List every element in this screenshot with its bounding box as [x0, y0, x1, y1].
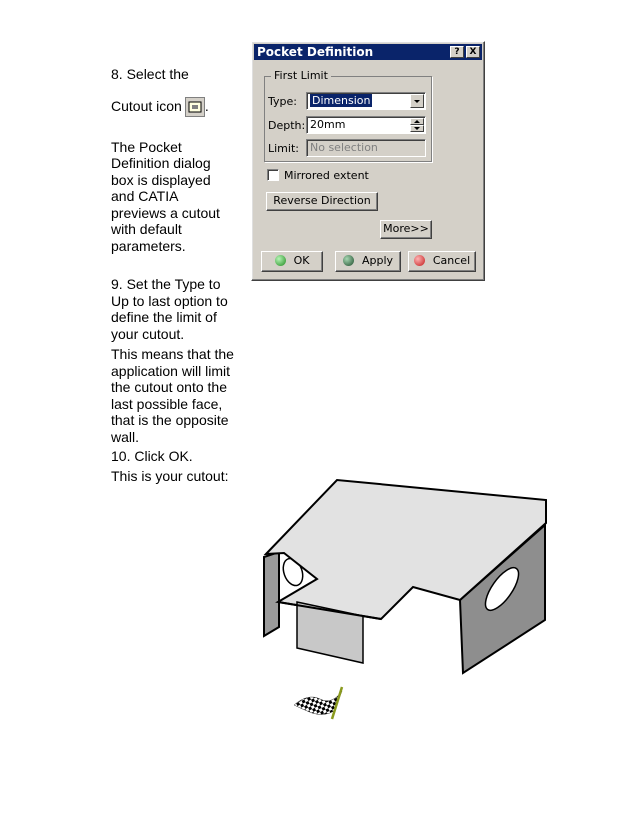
ok-button[interactable] [261, 251, 323, 272]
dialog-title: Pocket Definition [257, 45, 374, 59]
step10-note: This is your cutout: [111, 467, 229, 484]
step10-instruction: 10. Click OK. [111, 448, 193, 464]
step9-instruction: 9. Set the Type to Up to last option to define the limit of your cutout. [111, 276, 228, 342]
ok-label: OK [293, 254, 310, 267]
type-label: Type: [268, 95, 297, 108]
cancel-icon [414, 255, 425, 266]
apply-icon [343, 255, 354, 266]
help-button[interactable]: ? [450, 46, 464, 58]
depth-value: 20mm [310, 118, 346, 131]
depth-spinner[interactable] [410, 118, 424, 132]
depth-label: Depth: [268, 119, 306, 132]
cancel-button[interactable] [408, 251, 476, 272]
cutout-icon[interactable] [185, 97, 205, 117]
reverse-direction-button[interactable]: Reverse Direction [266, 192, 378, 211]
cutout-part-figure [255, 475, 555, 685]
pocket-definition-dialog [251, 41, 485, 281]
apply-label: Apply [361, 254, 394, 267]
type-value: Dimension [312, 94, 371, 107]
mirrored-extent-label: Mirrored extent [284, 169, 369, 182]
more-button[interactable]: More>> [380, 220, 432, 239]
spin-up-icon[interactable] [410, 118, 424, 125]
step8-icon-text: Cutout icon [111, 97, 182, 114]
cancel-label: Cancel [432, 254, 471, 267]
step8-heading: 8. Select the [111, 66, 189, 82]
dialog-titlebar [254, 44, 482, 60]
step9-note: This means that the application will limit the cutout onto the last possible face, that is the opposite wall. [111, 346, 234, 445]
limit-label: Limit: [268, 142, 299, 155]
finish-flag-icon [290, 683, 350, 723]
mirrored-extent-checkbox[interactable] [267, 169, 279, 181]
ok-icon [275, 255, 286, 266]
step8-period: . [204, 97, 209, 114]
depth-input[interactable] [306, 116, 426, 134]
step8-description: The Pocket Definition dialog box is displayed and CATIA previews a cutout with default parameters. [111, 138, 220, 254]
limit-field[interactable]: No selection [306, 139, 426, 157]
instructions-column [111, 66, 236, 484]
spin-down-icon[interactable] [410, 125, 424, 132]
close-button[interactable]: X [466, 46, 480, 58]
type-dropdown[interactable] [306, 92, 426, 110]
step8-icon-line [111, 97, 236, 117]
chevron-down-icon[interactable] [410, 94, 424, 108]
first-limit-label: First Limit [271, 69, 331, 82]
apply-button[interactable] [335, 251, 401, 272]
